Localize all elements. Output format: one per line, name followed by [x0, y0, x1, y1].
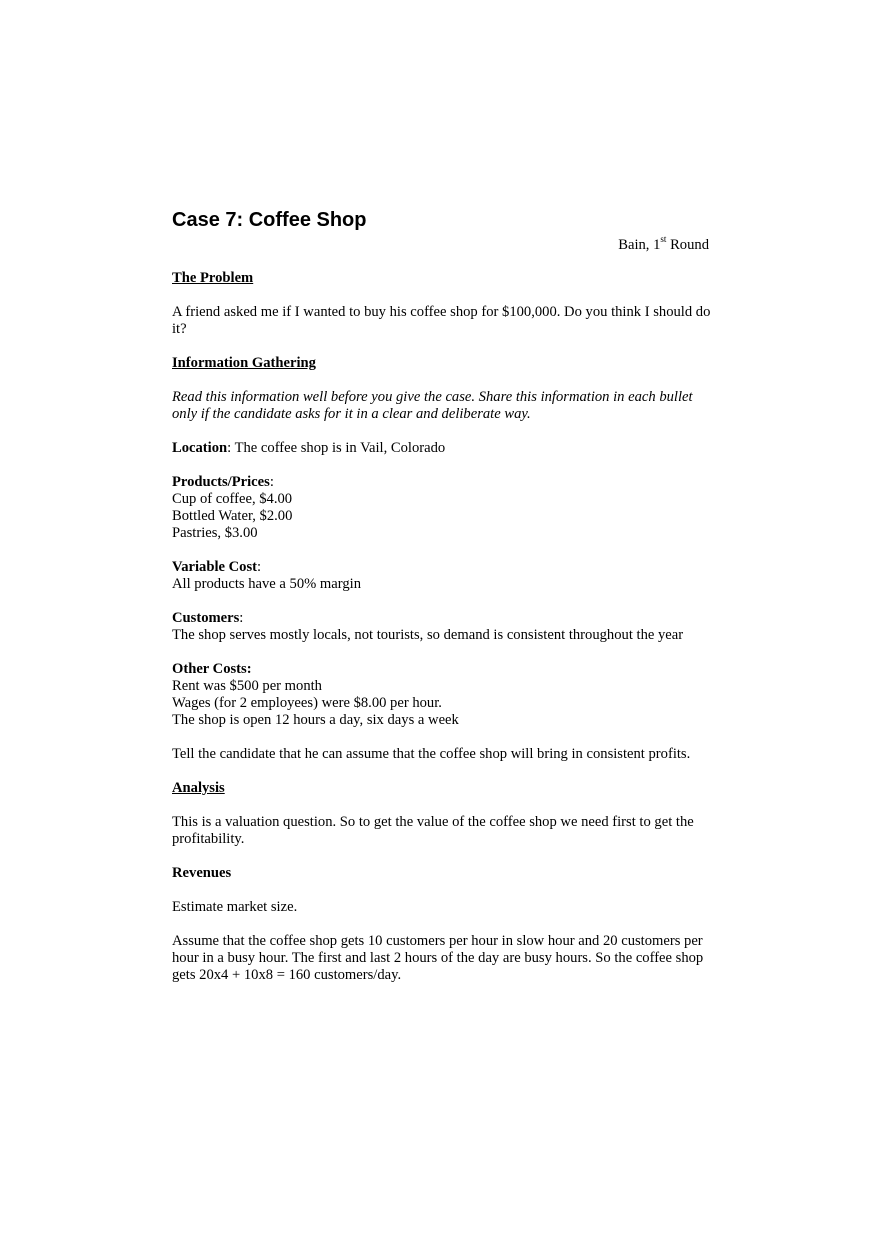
- profit-note: Tell the candidate that he can assume that the coffee shop will bring in consistent profits.: [172, 746, 691, 762]
- variable-cost-label: Variable Cost: [172, 559, 257, 575]
- info-instruction: Read this information well before you give the case. Share this information in each bullet only if the candidate asks for it in a clear and deliberate way.: [172, 389, 693, 422]
- problem-heading: The Problem: [172, 270, 254, 286]
- other-cost-item: Wages (for 2 employees) were $8.00 per hour.: [172, 695, 442, 711]
- analysis-heading: Analysis: [172, 780, 225, 796]
- round-prefix: Bain, 1: [618, 237, 661, 253]
- location-label: Location: [172, 440, 228, 456]
- info-heading: Information Gathering: [172, 355, 316, 371]
- other-costs-section: [172, 661, 712, 729]
- variable-cost-colon: :: [257, 559, 262, 575]
- location-text: : The coffee shop is in Vail, Colorado: [227, 440, 446, 456]
- customers-text: The shop serves mostly locals, not tourists, so demand is consistent throughout the year: [172, 627, 684, 643]
- round-superscript: st: [660, 234, 667, 245]
- products-section: [172, 474, 712, 542]
- analysis-intro: This is a valuation question. So to get the value of the coffee shop we need first to get the profitability.: [172, 814, 694, 847]
- products-label: Products/Prices: [172, 474, 270, 490]
- product-item: Cup of coffee, $4.00: [172, 491, 293, 507]
- variable-cost-text: All products have a 50% margin: [172, 576, 361, 592]
- customers-label: Customers: [172, 610, 240, 626]
- problem-text: A friend asked me if I wanted to buy his coffee shop for $100,000. Do you think I should do it?: [172, 304, 711, 337]
- document-page: [172, 207, 712, 984]
- other-costs-label: Other Costs:: [172, 661, 252, 677]
- product-item: Pastries, $3.00: [172, 525, 258, 541]
- customers-heading: [172, 610, 712, 627]
- assumption-text: Assume that the coffee shop gets 10 customers per hour in slow hour and 20 customers per hour in a busy hour. The first and last 2 hours of the day are busy hours. So the coffee shop gets 20x4 + 10x8 = 160 customers/day.: [172, 933, 704, 983]
- round-label: [172, 234, 709, 254]
- location-line: [172, 440, 712, 457]
- other-cost-item: Rent was $500 per month: [172, 678, 322, 694]
- variable-cost-section: [172, 559, 712, 593]
- variable-cost-heading: [172, 559, 712, 576]
- other-cost-item: The shop is open 12 hours a day, six days a week: [172, 712, 459, 728]
- products-heading: [172, 474, 712, 491]
- case-title: Case 7: Coffee Shop: [172, 209, 367, 231]
- products-colon: :: [269, 474, 274, 490]
- revenues-heading: Revenues: [172, 865, 232, 881]
- customers-section: [172, 610, 712, 644]
- customers-colon: :: [239, 610, 244, 626]
- round-suffix: Round: [666, 237, 709, 253]
- market-size-text: Estimate market size.: [172, 899, 298, 915]
- product-item: Bottled Water, $2.00: [172, 508, 293, 524]
